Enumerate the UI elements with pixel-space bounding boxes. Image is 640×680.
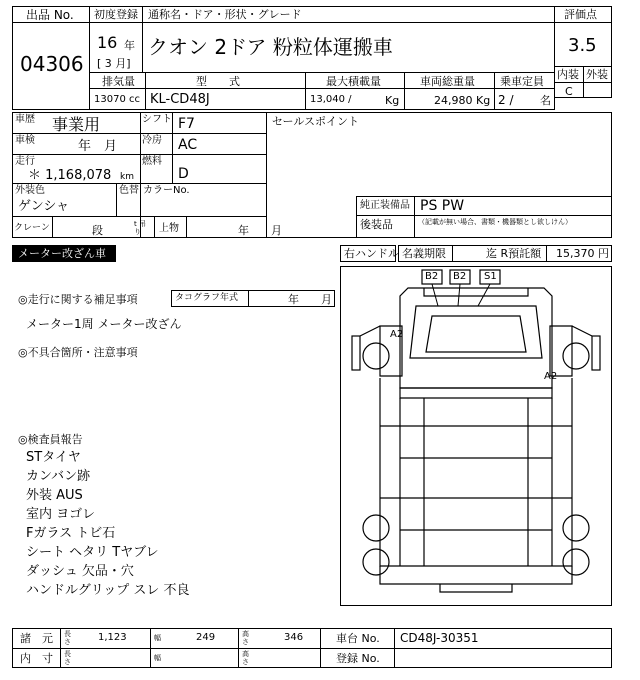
length-label: 長さ: [64, 630, 71, 646]
lot-number: 04306: [20, 52, 84, 76]
upper-value: 年 月: [238, 224, 282, 237]
inspector-item: STタイヤ: [26, 450, 81, 465]
mileage-label: 走行: [15, 156, 35, 167]
name-header: 通称名・ドア・形状・グレード: [148, 8, 302, 21]
inspector-item: 外装 AUS: [26, 488, 83, 503]
selling-points-label: セールスポイント: [272, 115, 360, 128]
first-reg-label: 初度登録: [94, 8, 138, 21]
displacement-label: 排気量: [102, 75, 135, 88]
mileage-value: ＊ 1,168,078: [28, 168, 112, 183]
defects-label: ◎不具合箇所・注意事項: [18, 346, 138, 359]
ext-color-label: 外装色: [15, 185, 45, 196]
mark-a2-left: A2: [390, 329, 404, 340]
inspector-label: ◎検査員報告: [18, 433, 83, 446]
dims-label: 諸 元: [20, 632, 53, 645]
options-label: 純正装備品: [360, 200, 410, 211]
mark-b2-b: B2: [453, 271, 467, 282]
in-height-label: 高さ: [242, 650, 249, 666]
inspector-list: [26, 446, 190, 598]
exterior-label: 外装: [586, 68, 608, 81]
aftermarket-label: 後装品: [360, 218, 393, 231]
width-label: 幅: [154, 634, 161, 642]
height-value: 346: [284, 632, 304, 643]
shift-label: シフト: [142, 114, 172, 125]
gvw-value: 24,980 Kg: [434, 94, 491, 107]
score-value: 3.5: [568, 35, 597, 56]
aftermarket-note: （記載が無い場合、書類・機器類とし欲しけん）: [418, 218, 572, 226]
capacity-unit: 名: [540, 94, 551, 107]
mark-b2-a: B2: [425, 271, 439, 282]
ac-value: AC: [178, 137, 198, 153]
capacity-value: 2 /: [498, 93, 514, 107]
in-width-label: 幅: [154, 654, 161, 662]
length-value: 1,123: [98, 632, 127, 643]
max-load-label: 最大積載量: [326, 75, 381, 88]
r-deposit-label: 迄 R預託額: [486, 247, 542, 260]
year-unit: 年: [124, 39, 135, 52]
lot-label: 出品 No.: [26, 8, 74, 22]
history-label: 車歴: [15, 114, 35, 125]
fuel-label: 燃料: [142, 156, 162, 167]
width-value: 249: [196, 632, 216, 643]
shift-value: F7: [178, 116, 195, 132]
mark-s1: S1: [484, 271, 497, 282]
max-load-unit: Kg: [385, 94, 400, 107]
interior-label: 内装: [557, 68, 579, 81]
reg-label: 登録 No.: [336, 652, 380, 665]
in-length-label: 長さ: [64, 650, 71, 666]
r-deposit-value: 15,370: [556, 247, 595, 260]
model-label: 型 式: [196, 75, 240, 88]
gvw-label: 車両総重量: [420, 75, 475, 88]
driving-label: ◎走行に関する補足事項: [18, 293, 138, 306]
max-load-value: 13,040 /: [310, 94, 352, 105]
upper-label: 上物: [159, 223, 179, 234]
vehicle-name: クオン 2ドア 粉粒体運搬車: [148, 35, 393, 59]
tacho-label: タコグラフ年式: [175, 293, 239, 303]
inspector-item: シート ヘタリ Tヤブレ: [26, 545, 159, 560]
driving-text: メーター1周 メーター改ざん: [26, 317, 182, 331]
tacho-value: 年 月: [288, 293, 332, 306]
score-label: 評価点: [564, 8, 597, 21]
first-reg-month: [ 3 月]: [97, 57, 131, 70]
ac-label: 冷房: [142, 135, 162, 146]
inspection-label: 車検: [15, 135, 35, 146]
mark-a2-right: A2: [544, 371, 558, 382]
inspector-item: Fガラス トビ石: [26, 526, 116, 541]
color-no-label: 色替: [119, 185, 139, 196]
chassis-value: CD48J-30351: [400, 631, 479, 645]
capacity-label: 乗車定員: [500, 75, 544, 88]
lot-divider: [12, 22, 90, 23]
handle-value: 右ハンドル: [344, 247, 399, 260]
inspector-item: ダッシュ 欠品・穴: [26, 564, 134, 579]
ext-color-value: ゲンシャ: [18, 199, 70, 214]
truck-diagram: [340, 266, 612, 606]
tampered-banner-text: メーター改ざん車: [18, 247, 106, 260]
crane-ton: t 吊り: [134, 220, 146, 236]
history-value: 事業用: [52, 115, 101, 134]
options-value: PS PW: [420, 198, 465, 214]
interior-grade: C: [565, 85, 573, 98]
inspector-item: カンバン跡: [26, 469, 91, 484]
inspector-item: 室内 ヨゴレ: [26, 507, 96, 522]
displacement-value: 13070 cc: [94, 94, 140, 105]
model-value: KL-CD48J: [150, 92, 210, 107]
inspector-item: ハンドルグリップ スレ 不良: [26, 583, 190, 598]
name-change-label: 名義期限: [402, 247, 446, 260]
height-label: 高さ: [242, 630, 249, 646]
mileage-unit: km: [120, 172, 134, 182]
first-reg-year: 16: [97, 33, 118, 52]
chassis-label: 車台 No.: [336, 632, 380, 645]
inspection-value: 年 月: [78, 139, 118, 154]
crane-label: クレーン: [14, 223, 50, 233]
color-no-label2: カラーNo.: [143, 185, 190, 196]
fuel-value: D: [178, 166, 189, 182]
r-deposit-unit: 円: [598, 247, 609, 260]
crane-steps: 段: [92, 224, 103, 237]
interior-dims-label: 内 寸: [20, 652, 53, 665]
